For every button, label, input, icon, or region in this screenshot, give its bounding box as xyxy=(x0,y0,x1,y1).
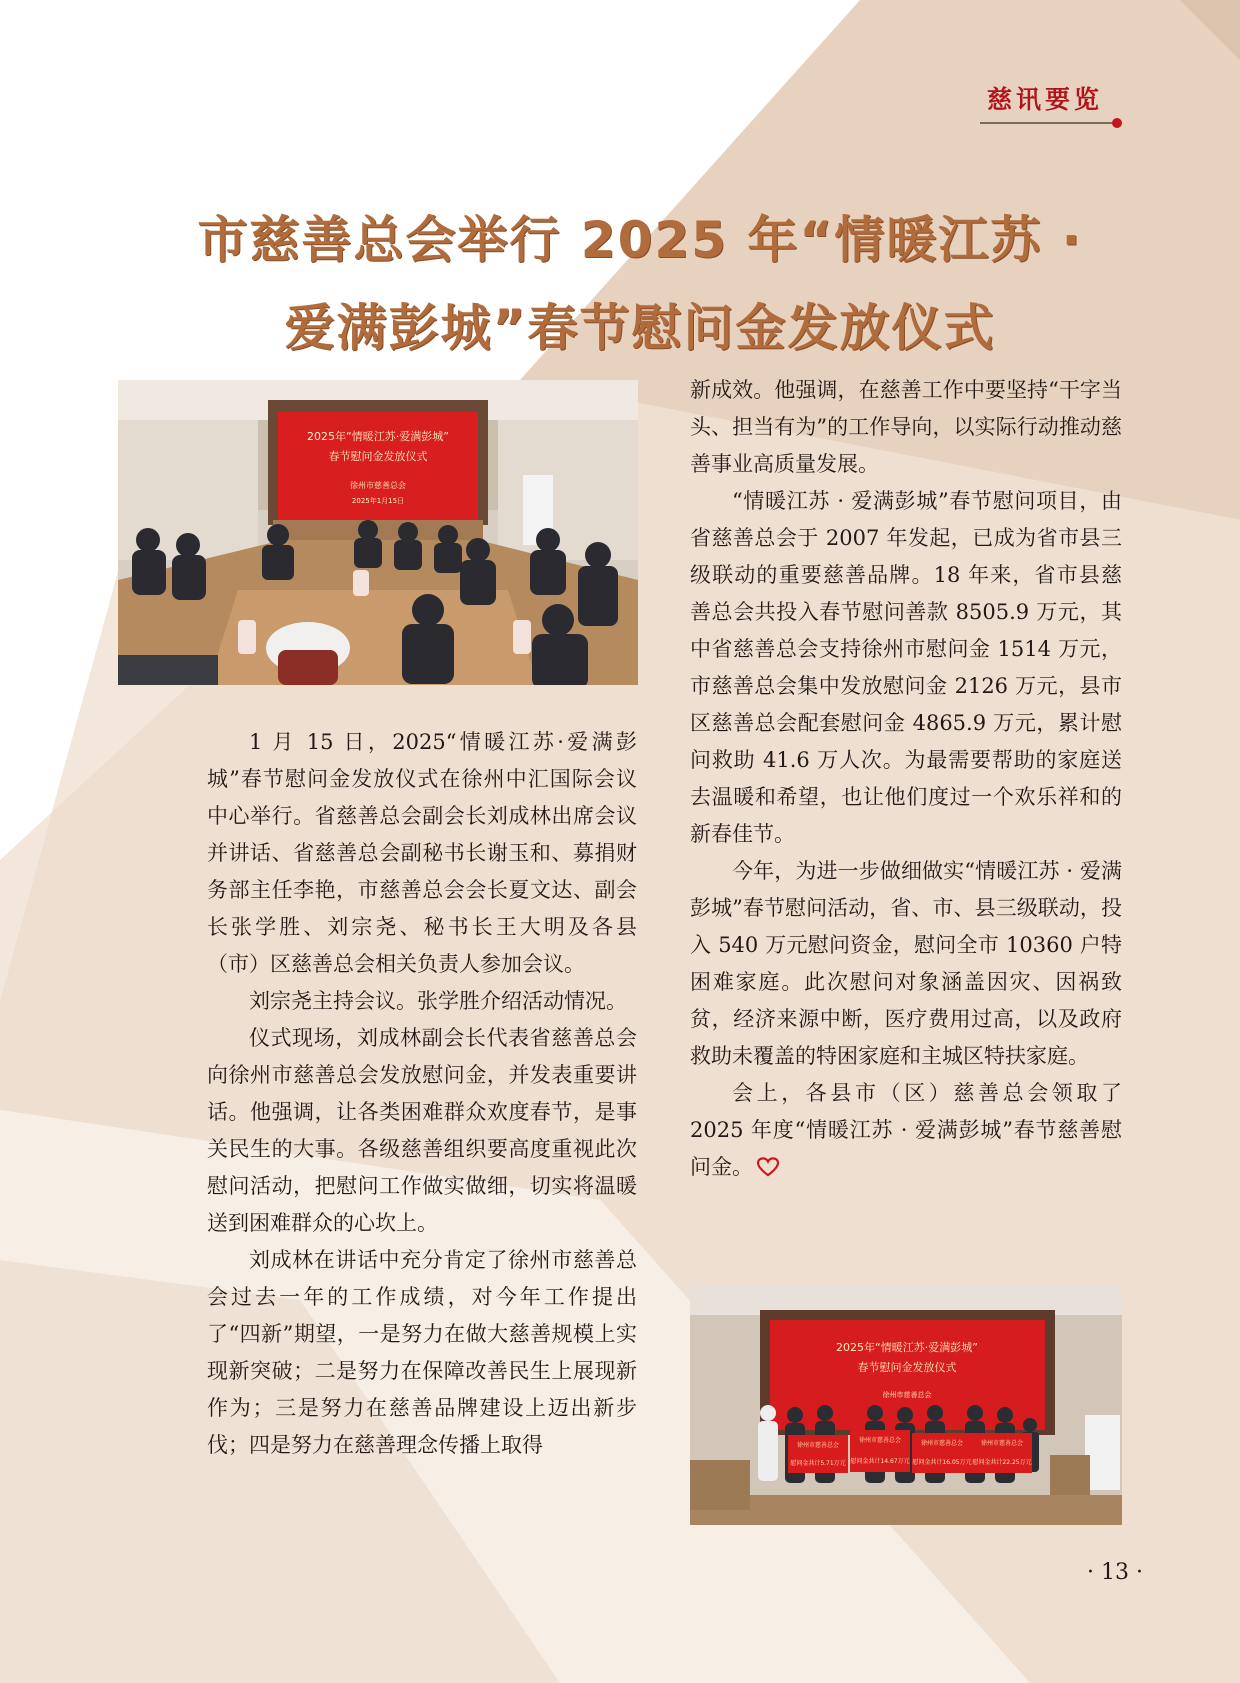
board1-amount: 慰问金共计5.71万元 xyxy=(790,1460,846,1467)
board4-title: 徐州市慈善总会 xyxy=(980,1440,1024,1447)
page-number: · 13 · xyxy=(1087,1560,1143,1585)
board2-title: 徐州市慈善总会 xyxy=(858,1437,902,1444)
right-paragraph-0: 新成效。他强调，在慈善工作中要坚持“干字当头、担当有为”的工作导向，以实际行动推动慈善事业高质量发展。 xyxy=(690,378,1122,476)
ceremony-photo xyxy=(690,1285,1122,1525)
ceremony-photo-image xyxy=(690,1285,1122,1525)
article-title-line2: 爱满彭城”春节慰问金发放仪式 xyxy=(284,299,996,357)
photo2-banner-line1: 2025年“情暖江苏·爱满彭城” xyxy=(836,1341,978,1354)
photo2-banner-line3: 徐州市慈善总会 xyxy=(882,1391,932,1399)
left-column xyxy=(207,724,637,1464)
photo1-banner-line1: 2025年“情暖江苏·爱满彭城” xyxy=(307,430,449,443)
section-tag-dot xyxy=(1112,118,1122,128)
photo1-banner-line2: 春节慰问金发放仪式 xyxy=(328,450,428,463)
section-tag: 慈讯要览 xyxy=(986,85,1103,114)
left-paragraph-2: 刘宗尧主持会议。张学胜介绍活动情况。 xyxy=(249,989,627,1013)
meeting-photo-image xyxy=(118,380,638,685)
board3-amount: 慰问金共计16.05万元 xyxy=(912,1459,972,1466)
right-paragraph-3-text: 会上，各县市（区）慈善总会领取了 2025 年度“情暖江苏 · 爱满彭城”春节慈善慰问金。 xyxy=(690,1081,1122,1179)
board3-title: 徐州市慈善总会 xyxy=(920,1440,964,1447)
heart-icon xyxy=(757,1157,779,1177)
board4-amount: 慰问金共计22.25万元 xyxy=(972,1459,1032,1466)
board2-amount: 慰问金共计14.67万元 xyxy=(850,1458,910,1465)
right-paragraph-1: “情暖江苏 · 爱满彭城”春节慰问项目，由省慈善总会于 2007 年发起，已成为省市县三级联动的重要慈善品牌。18 年来，省市县慈善总会共投入春节慰问善款 8505.9 万元，其中省慈善总会支持徐州市慰问金 1514 万元，市慈善总会集中发放慰问金 2126 万元，县市区慈善总会配套慰问金 4865.9 万元，累计慰问救助 41.6 万人次。为最需要帮助的家庭送去温暖和希望，也让他们度过一个欢乐祥和的新春佳节。 xyxy=(690,489,1122,846)
right-paragraph-3 xyxy=(690,1075,1122,1186)
meeting-photo xyxy=(118,380,638,685)
left-paragraph-1: 1 月 15 日，2025“情暖江苏·爱满彭城”春节慰问金发放仪式在徐州中汇国际会议中心举行。省慈善总会副会长刘成林出席会议并讲话、省慈善总会副秘书长谢玉和、募捐财务部主任李艳，市慈善总会会长夏文达、副会长张学胜、刘宗尧、秘书长王大明及各县（市）区慈善总会相关负责人参加会议。 xyxy=(207,730,637,976)
board1-title: 徐州市慈善总会 xyxy=(796,1442,840,1449)
photo1-banner-line3: 徐州市慈善总会 xyxy=(350,481,406,490)
photo1-banner-line4: 2025年1月15日 xyxy=(351,497,405,505)
photo2-banner-line2: 春节慰问金发放仪式 xyxy=(857,1361,957,1374)
right-column xyxy=(690,372,1122,1186)
left-paragraph-3: 仪式现场，刘成林副会长代表省慈善总会向徐州市慈善总会发放慰问金，并发表重要讲话。他强调，让各类困难群众欢度春节，是事关民生的大事。各级慈善组织要高度重视此次慰问活动，把慰问工作做实做细，切实将温暖送到困难群众的心坎上。 xyxy=(207,1026,637,1235)
right-paragraph-2: 今年，为进一步做细做实“情暖江苏 · 爱满彭城”春节慰问活动，省、市、县三级联动，投入 540 万元慰问资金，慰问全市 10360 户特困难家庭。此次慰问对象涵盖因灾、因祸致贫，经济来源中断，医疗费用过高，以及政府救助未覆盖的特困家庭和主城区特扶家庭。 xyxy=(690,859,1122,1068)
section-tag-underline xyxy=(980,122,1116,124)
article-title-line1: 市慈善总会举行 2025 年“情暖江苏 · xyxy=(197,211,1083,269)
left-paragraph-4: 刘成林在讲话中充分肯定了徐州市慈善总会过去一年的工作成绩，对今年工作提出了“四新”期望，一是努力在做大慈善规模上实现新突破；二是努力在保障改善民生上展现新作为；三是努力在慈善品牌建设上迈出新步伐；四是努力在慈善理念传播上取得 xyxy=(207,1248,637,1457)
